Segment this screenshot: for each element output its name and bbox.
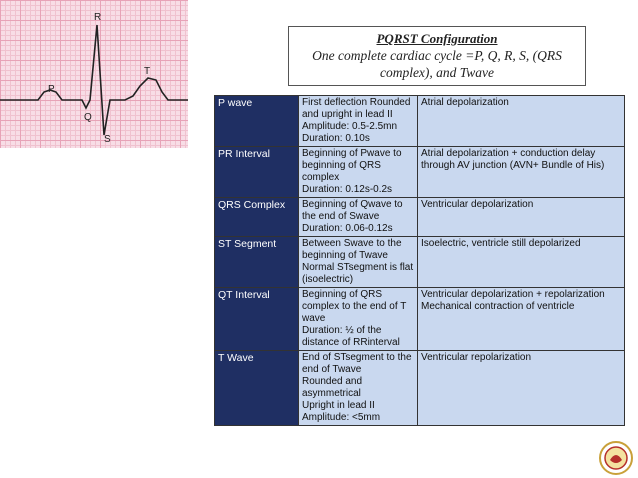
- row-name: P wave: [215, 96, 299, 147]
- description-line: Between Swave to the beginning of Twave: [302, 238, 402, 261]
- description-line: Duration: ½ of the distance of RRinterval: [302, 325, 400, 348]
- description-line: Beginning of QRS complex to the end of T wave: [302, 289, 407, 324]
- ecg-label-p: P: [48, 84, 55, 95]
- description-line: Amplitude: 0.5-2.5mn: [302, 121, 398, 132]
- function-line: Atrial depolarization + conduction delay through AV junction (AVN+ Bundle of His): [421, 148, 605, 171]
- ecg-label-s: S: [104, 134, 111, 145]
- function-line: Atrial depolarization: [421, 97, 509, 108]
- title-sub: One complete cardiac cycle =P, Q, R, S, (QRS complex), and Twave: [312, 48, 562, 80]
- function-line: Ventricular repolarization: [421, 352, 532, 363]
- description-line: Beginning of Pwave to beginning of QRS complex: [302, 148, 402, 183]
- description-line: Duration: 0.06-0.12s: [302, 223, 393, 234]
- function-line: Ventricular depolarization + repolarization: [421, 289, 605, 300]
- row-description: [299, 237, 418, 288]
- row-description: [299, 288, 418, 351]
- description-line: Rounded and asymmetrical: [302, 376, 363, 399]
- function-line: Ventricular depolarization: [421, 199, 534, 210]
- description-line: Upright in lead II: [302, 400, 375, 411]
- row-name: QT Interval: [215, 288, 299, 351]
- pqrst-table: [214, 95, 625, 426]
- table-row: [215, 96, 625, 147]
- row-name: QRS Complex: [215, 198, 299, 237]
- function-line: Isoelectric, ventricle still depolarized: [421, 238, 581, 249]
- ecg-diagram: [0, 0, 188, 148]
- logo-emblem: [598, 440, 634, 476]
- row-description: [299, 96, 418, 147]
- ecg-label-t: T: [144, 66, 151, 77]
- row-function: [418, 288, 625, 351]
- description-line: Amplitude: <5mm: [302, 412, 381, 423]
- row-function: [418, 96, 625, 147]
- description-line: First deflection Rounded and upright in lead II: [302, 97, 411, 120]
- description-line: End of STsegment to the end of Twave: [302, 352, 412, 375]
- row-function: [418, 237, 625, 288]
- table-row: [215, 351, 625, 426]
- table-row: [215, 237, 625, 288]
- row-description: [299, 198, 418, 237]
- table-row: [215, 288, 625, 351]
- title-box: [288, 26, 586, 86]
- row-name: ST Segment: [215, 237, 299, 288]
- ecg-label-q: Q: [84, 112, 92, 123]
- row-function: [418, 351, 625, 426]
- row-name: PR Interval: [215, 147, 299, 198]
- ecg-label-r: R: [94, 12, 102, 23]
- function-line: Mechanical contraction of ventricle: [421, 301, 575, 312]
- table-row: [215, 198, 625, 237]
- description-line: Normal STsegment is flat (isoelectric): [302, 262, 414, 285]
- description-line: Duration: 0.10s: [302, 133, 370, 144]
- row-name: T Wave: [215, 351, 299, 426]
- row-function: [418, 198, 625, 237]
- row-description: [299, 351, 418, 426]
- description-line: Beginning of Qwave to the end of Swave: [302, 199, 403, 222]
- table-row: [215, 147, 625, 198]
- row-function: [418, 147, 625, 198]
- description-line: Duration: 0.12s-0.2s: [302, 184, 393, 195]
- title-main: PQRST Configuration: [376, 31, 498, 46]
- row-description: [299, 147, 418, 198]
- table-body: [215, 96, 625, 426]
